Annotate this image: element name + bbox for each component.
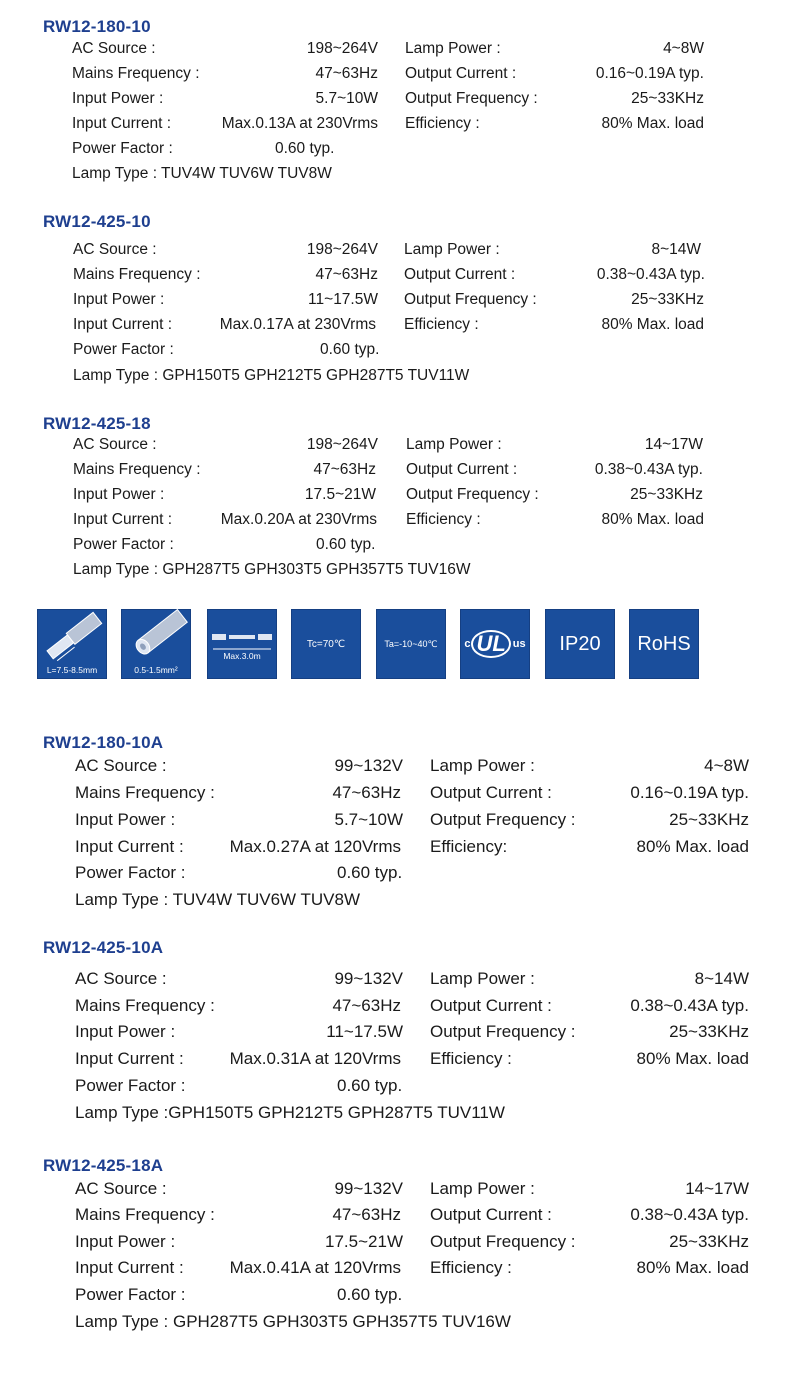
ac-source-label: AC Source :: [75, 969, 167, 988]
ac-source-label: AC Source :: [75, 1179, 167, 1198]
mains-frequency-label: Mains Frequency :: [72, 65, 200, 82]
output-current-value: 0.38~0.43A typ.: [630, 1205, 749, 1224]
efficiency-value: 80% Max. load: [601, 316, 704, 333]
strip-length-icon: [37, 609, 107, 679]
output-frequency-label: Output Frequency :: [405, 90, 538, 107]
output-current-value: 0.16~0.19A typ.: [630, 783, 749, 802]
ul-c-mark: c: [464, 638, 471, 650]
input-power-value: 17.5~21W: [325, 1232, 403, 1251]
model-title: RW12-425-18A: [43, 1156, 164, 1175]
output-frequency-value: 25~33KHz: [631, 90, 704, 107]
mains-frequency-label: Mains Frequency :: [75, 1205, 215, 1224]
input-current-value: Max.0.31A at 120Vrms: [229, 1049, 401, 1068]
output-current-value: 0.38~0.43A typ.: [596, 266, 705, 283]
mains-frequency-value: 47~63Hz: [313, 461, 376, 478]
lamp-type: Lamp Type : TUV4W TUV6W TUV8W: [72, 165, 332, 182]
input-current-label: Input Current :: [75, 837, 184, 856]
power-factor-value: 0.60 typ.: [316, 536, 376, 553]
efficiency-value: 80% Max. load: [636, 837, 749, 856]
ta-caption: Ta=-10~40℃: [384, 638, 438, 649]
mains-frequency-label: Mains Frequency :: [73, 461, 201, 478]
output-frequency-value: 25~33KHz: [669, 1022, 749, 1041]
ac-source-label: AC Source :: [73, 241, 157, 258]
input-power-value: 17.5~21W: [304, 486, 376, 503]
input-power-value: 11~17.5W: [308, 291, 378, 308]
lamp-type: Lamp Type : GPH287T5 GPH303T5 GPH357T5 TUV16W: [75, 1312, 511, 1331]
ac-source-value: 99~132V: [334, 1179, 403, 1198]
tc-temperature-icon: [291, 609, 361, 679]
lamp-power-value: 14~17W: [685, 1179, 749, 1198]
output-frequency-value: 25~33KHz: [669, 810, 749, 829]
lamp-power-value: 14~17W: [644, 436, 703, 453]
power-factor-value: 0.60 typ.: [320, 341, 380, 358]
input-power-value: 5.7~10W: [315, 90, 378, 107]
output-frequency-label: Output Frequency :: [430, 1232, 576, 1251]
input-current-value: Max.0.17A at 230Vrms: [219, 316, 376, 333]
efficiency-label: Efficiency:: [430, 837, 508, 856]
lamp-power-label: Lamp Power :: [404, 241, 500, 258]
output-frequency-label: Output Frequency :: [430, 1022, 576, 1041]
ac-source-value: 99~132V: [334, 756, 403, 775]
lamp-power-label: Lamp Power :: [430, 756, 535, 775]
input-current-label: Input Current :: [73, 511, 173, 528]
max-length-caption: Max.3.0m: [223, 651, 261, 661]
output-current-label: Output Current :: [405, 65, 517, 82]
power-factor-label: Power Factor :: [75, 1285, 186, 1304]
lamp-power-label: Lamp Power :: [430, 969, 535, 988]
ac-source-label: AC Source :: [72, 40, 156, 57]
lamp-power-value: 4~8W: [704, 756, 749, 775]
ip20-icon: [545, 609, 615, 679]
input-current-value: Max.0.13A at 230Vrms: [221, 115, 378, 132]
tc-caption: Tc=70℃: [306, 638, 346, 650]
output-frequency-label: Output Frequency :: [404, 291, 537, 308]
ul-mark: UL: [471, 630, 510, 658]
efficiency-value: 80% Max. load: [636, 1049, 749, 1068]
output-frequency-label: Output Frequency :: [430, 810, 576, 829]
power-factor-value: 0.60 typ.: [337, 863, 403, 882]
efficiency-value: 80% Max. load: [636, 1258, 749, 1277]
input-current-label: Input Current :: [75, 1258, 184, 1277]
input-power-value: 5.7~10W: [334, 810, 403, 829]
lamp-power-label: Lamp Power :: [406, 436, 502, 453]
ip-caption: IP20: [559, 632, 601, 655]
rohs-icon: [629, 609, 699, 679]
output-current-label: Output Current :: [406, 461, 518, 478]
input-power-label: Input Power :: [75, 1232, 176, 1251]
ac-source-value: 198~264V: [306, 436, 378, 453]
output-current-value: 0.16~0.19A typ.: [595, 65, 704, 82]
efficiency-value: 80% Max. load: [601, 511, 704, 528]
lamp-power-value: 8~14W: [694, 969, 749, 988]
lamp-power-value: 4~8W: [663, 40, 704, 57]
model-title: RW12-425-18: [43, 414, 151, 433]
input-power-label: Input Power :: [73, 486, 165, 503]
mains-frequency-value: 47~63Hz: [315, 266, 378, 283]
input-power-label: Input Power :: [75, 1022, 176, 1041]
output-frequency-value: 25~33KHz: [631, 291, 704, 308]
input-power-label: Input Power :: [73, 291, 165, 308]
efficiency-label: Efficiency :: [406, 511, 481, 528]
output-current-label: Output Current :: [404, 266, 516, 283]
certification-icon-strip: [37, 609, 717, 679]
model-title: RW12-180-10: [43, 17, 151, 36]
mains-frequency-value: 47~63Hz: [332, 996, 401, 1015]
input-current-value: Max.0.20A at 230Vrms: [220, 511, 377, 528]
output-current-label: Output Current :: [430, 996, 552, 1015]
lamp-type: Lamp Type : TUV4W TUV6W TUV8W: [75, 890, 360, 909]
output-current-value: 0.38~0.43A typ.: [594, 461, 703, 478]
ac-source-label: AC Source :: [75, 756, 167, 775]
power-factor-value: 0.60 typ.: [337, 1076, 403, 1095]
rohs-caption: RoHS: [637, 632, 691, 655]
ul-us-mark: us: [512, 638, 526, 650]
output-current-label: Output Current :: [430, 783, 552, 802]
efficiency-label: Efficiency :: [404, 316, 479, 333]
cable-length-icon: [207, 609, 277, 679]
wire-size-icon: [121, 609, 191, 679]
mains-frequency-label: Mains Frequency :: [75, 996, 215, 1015]
output-frequency-label: Output Frequency :: [406, 486, 539, 503]
lamp-power-label: Lamp Power :: [430, 1179, 535, 1198]
power-factor-label: Power Factor :: [73, 341, 174, 358]
wire-size-caption: 0.5-1.5mm²: [134, 665, 178, 675]
mains-frequency-value: 47~63Hz: [332, 783, 401, 802]
efficiency-label: Efficiency :: [430, 1049, 512, 1068]
input-power-value: 11~17.5W: [326, 1022, 403, 1041]
mains-frequency-label: Mains Frequency :: [73, 266, 201, 283]
input-current-label: Input Current :: [73, 316, 173, 333]
efficiency-label: Efficiency :: [405, 115, 480, 132]
lamp-type: Lamp Type :GPH150T5 GPH212T5 GPH287T5 TUV11W: [75, 1103, 505, 1122]
lamp-power-label: Lamp Power :: [405, 40, 501, 57]
output-current-label: Output Current :: [430, 1205, 552, 1224]
input-power-label: Input Power :: [72, 90, 164, 107]
ac-source-value: 198~264V: [306, 241, 378, 258]
ul-certification-icon: [460, 609, 530, 679]
power-factor-label: Power Factor :: [75, 863, 186, 882]
lamp-type: Lamp Type : GPH287T5 GPH303T5 GPH357T5 TUV16W: [73, 561, 471, 578]
model-title: RW12-180-10A: [43, 733, 164, 752]
power-factor-label: Power Factor :: [72, 140, 173, 157]
max-length-icon: [207, 609, 277, 679]
ac-source-value: 198~264V: [306, 40, 378, 57]
output-frequency-value: 25~33KHz: [630, 486, 703, 503]
mains-frequency-value: 47~63Hz: [315, 65, 378, 82]
output-current-value: 0.38~0.43A typ.: [630, 996, 749, 1015]
lamp-type: Lamp Type : GPH150T5 GPH212T5 GPH287T5 TUV11W: [73, 367, 470, 384]
ta-temperature-icon: [376, 609, 446, 679]
ac-source-label: AC Source :: [73, 436, 157, 453]
model-title: RW12-425-10A: [43, 938, 164, 957]
efficiency-value: 80% Max. load: [601, 115, 704, 132]
power-factor-value: 0.60 typ.: [275, 140, 335, 157]
input-current-value: Max.0.27A at 120Vrms: [229, 837, 401, 856]
lamp-power-value: 8~14W: [651, 241, 701, 258]
power-factor-label: Power Factor :: [75, 1076, 186, 1095]
input-current-value: Max.0.41A at 120Vrms: [229, 1258, 401, 1277]
output-frequency-value: 25~33KHz: [669, 1232, 749, 1251]
strip-length-caption: L=7.5-8.5mm: [46, 665, 98, 675]
input-current-label: Input Current :: [75, 1049, 184, 1068]
ac-source-value: 99~132V: [334, 969, 403, 988]
efficiency-label: Efficiency :: [430, 1258, 512, 1277]
model-title: RW12-425-10: [43, 212, 151, 231]
power-factor-label: Power Factor :: [73, 536, 174, 553]
power-factor-value: 0.60 typ.: [337, 1285, 403, 1304]
mains-frequency-value: 47~63Hz: [332, 1205, 401, 1224]
mains-frequency-label: Mains Frequency :: [75, 783, 215, 802]
input-power-label: Input Power :: [75, 810, 176, 829]
input-current-label: Input Current :: [72, 115, 172, 132]
